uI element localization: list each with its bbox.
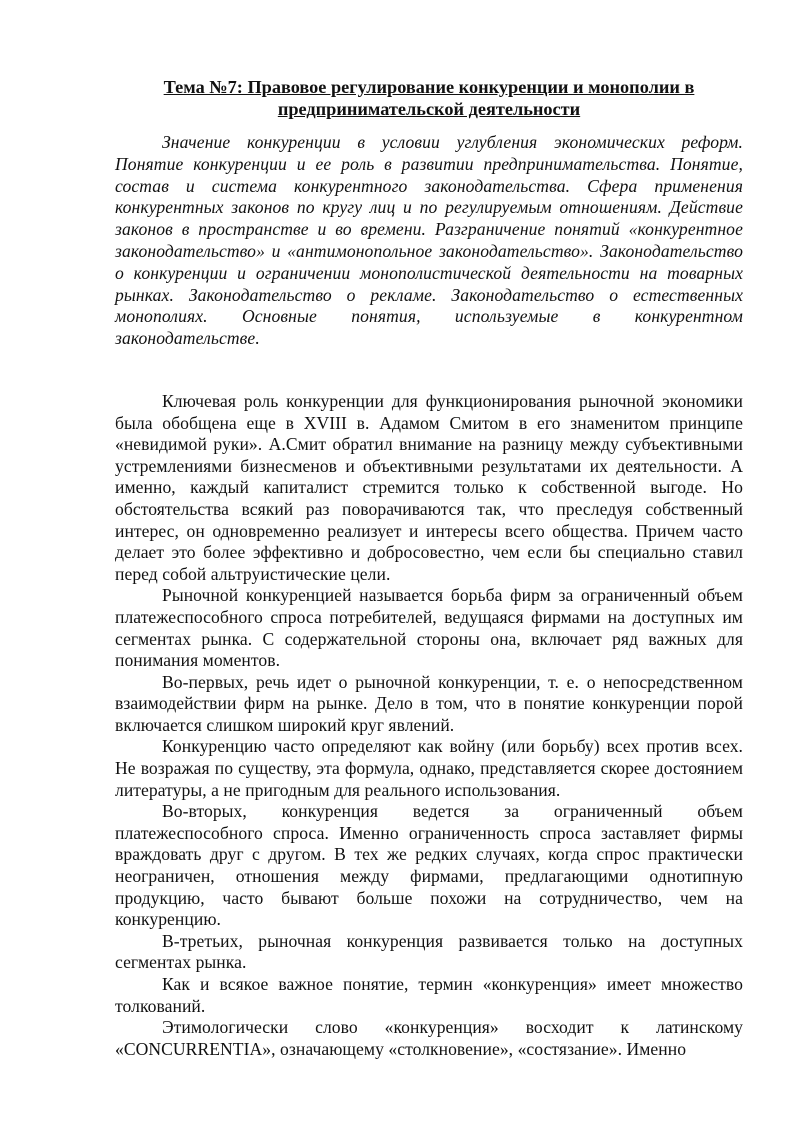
section-spacer [115, 350, 743, 391]
paragraph-4: Конкуренцию часто определяют как войну (или борьбу) всех против всех. Не возражая по существу, эта формула, однако, представляется скорее достоянием литературы, а не пригодным для реального использования. [115, 736, 743, 800]
document-page [115, 76, 743, 1060]
paragraph-3: Во-первых, речь идет о рыночной конкуренции, т. е. о непосредственном взаимодействии фирм на рынке. Дело в том, что в понятие конкуренции порой включается слишком широкий круг явлений. [115, 671, 743, 735]
paragraph-2: Рыночной конкуренцией называется борьба фирм за ограниченный объем платежеспособного спроса потребителей, ведущаяся фирмами на доступных им сегментах рынка. С содержательной стороны она, включает ряд важных для понимания моментов. [115, 585, 743, 671]
paragraph-6: В-третьих, рыночная конкуренция развивается только на доступных сегментах рынка. [115, 930, 743, 973]
document-title: Тема №7: Правовое регулирование конкуренции и монополии в предпринимательской деятельности [163, 77, 695, 119]
paragraph-1: Ключевая роль конкуренции для функционирования рыночной экономики была обобщена еще в XVIII в. Адамом Смитом в его знаменитом принципе «невидимой руки». А.Смит обратил внимание на разницу между субъективными устремлениями бизнесменов и объективными результатами их деятельности. А именно, каждый капиталист стремится только к собственной выгоде. Но обстоятельства всякий раз поворачиваются так, что преследуя собственный интерес, он одновременно реализует и интересы всего общества. Причем часто делает это более эффективно и добросовестно, чем если бы специально ставил перед собой альтруистические цели. [115, 390, 743, 584]
paragraph-8: Этимологически слово «конкуренция» восходит к латинскому «CONCURRENTIA», означающему «столкновение», «состязание». Именно [115, 1017, 743, 1059]
paragraph-5: Во-вторых, конкуренция ведется за ограниченный объем платежеспособного спроса. Именно ограниченность спроса заставляет фирмы враждовать друг с другом. В тех же редких случаях, когда спрос практически неограничен, отношения между фирмами, предлагающими однотипную продукцию, часто бывают больше похожи на сотрудничество, чем на конкуренцию. [115, 801, 743, 930]
body-text [115, 391, 743, 1060]
paragraph-7: Как и всякое важное понятие, термин «конкуренция» имеет множество толкований. [115, 974, 743, 1016]
topics-paragraph: Значение конкуренции в условии углубления экономических реформ. Понятие конкуренции и ее роль в развитии предпринимательства. Понятие, состав и система конкурентного законодательства. Сфера применения конкурентных законов по кругу лиц и по регулируемым отношениям. Действие законов в пространстве и во времени. Разграничение понятий «конкурентное законодательство» и «антимонопольное законодательство». Законодательство о конкуренции и ограничении монополистической деятельности на товарных рынках. Законодательство о рекламе. Законодательство о естественных монополиях. Основные понятия, используемые в конкурентном законодательстве. [115, 132, 743, 349]
